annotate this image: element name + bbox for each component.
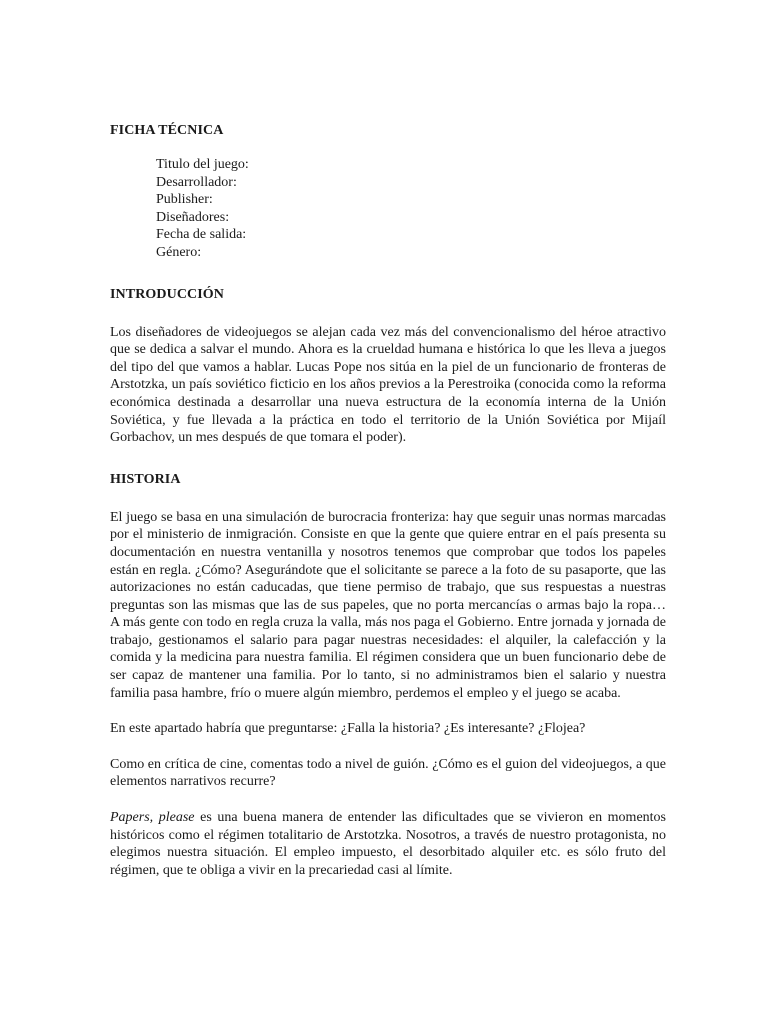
historia-heading: HISTORIA bbox=[110, 471, 181, 487]
field-publisher: Publisher: bbox=[156, 192, 213, 208]
historia-paragraph-4-text: es una buena manera de entender las dificultades que se vivieron en momentos históricos como el régimen totalitario de Arstotzka. Nosotros, a través de nuestro protagonista, no elegimos nuestra situación. El empleo impuesto, el desorbitado alquiler etc. es sólo fruto del régimen, que te obliga a vivir en la precariedad casi al límite. bbox=[110, 810, 666, 878]
ficha-tecnica-heading: FICHA TÉCNICA bbox=[110, 123, 224, 138]
historia-paragraph-1: El juego se basa en una simulación de burocracia fronteriza: hay que seguir unas normas marcadas por el ministerio de inmigración. Consiste en que la gente que quiere entrar en el país presenta su documentación en nuestra ventanilla y nosotros tenemos que comprobar que todos los papeles están en regla. ¿Cómo? Asegurándote que el solicitante se parece a la foto de su pasaporte, que las autorizaciones no están caducadas, que tiene permiso de trabajo, que sus respuestas a nuestras preguntas son las mismas que las de sus papeles, que no porta mercancías o armas bajo la ropa… A más gente con todo en regla cruza la valla, más nos paga el Gobierno. Entre jornada y jornada de trabajo, gestionamos el salario para pagar nuestras necesidades: el alquiler, la calefacción y la comida y la medicina para nuestra familia. El régimen considera que un buen funcionario debe de ser capaz de mantener una familia. Por lo tanto, si no administramos bien el salario y nuestra familia pasa hambre, frío o muere algún miembro, perdemos el empleo y el juego se acaba. bbox=[110, 509, 666, 701]
ficha-fields-list bbox=[156, 156, 666, 262]
introduccion-paragraph: Los diseñadores de videojuegos se alejan cada vez más del convencionalismo del héroe atractivo que se dedica a salvar el mundo. Ahora es la crueldad humana e histórica lo que les lleva a juegos del tipo del que vamos a hablar. Lucas Pope nos sitúa en la piel de un funcionario de fronteras de Arstotzka, un país soviético ficticio en los años previos a la Perestroika (conocida como la reforma económica destinada a desarrollar una nueva estructura de la economía interna de la Unión Soviética, y fue llevada a la práctica en todo el territorio de la Unión Soviética por Mijaíl Gorbachov, un mes después de que tomara el poder). bbox=[110, 324, 666, 446]
document-page bbox=[110, 122, 666, 879]
game-title-italic: Papers, please bbox=[110, 810, 195, 826]
field-fecha: Fecha de salida: bbox=[156, 227, 247, 243]
historia-paragraph-3: Como en crítica de cine, comentas todo a nivel de guión. ¿Cómo es el guion del videojuegos, a que elementos narrativos recurre? bbox=[110, 756, 666, 790]
field-disenadores: Diseñadores: bbox=[156, 209, 230, 225]
field-desarrollador: Desarrollador: bbox=[156, 174, 237, 190]
historia-paragraph-2: En este apartado habría que preguntarse: ¿Falla la historia? ¿Es interesante? ¿Flojea? bbox=[110, 721, 586, 737]
historia-paragraph-4 bbox=[110, 809, 666, 879]
introduccion-heading: INTRODUCCIÓN bbox=[110, 286, 224, 302]
field-titulo: Titulo del juego: bbox=[156, 157, 249, 172]
field-genero: Género: bbox=[156, 244, 202, 260]
